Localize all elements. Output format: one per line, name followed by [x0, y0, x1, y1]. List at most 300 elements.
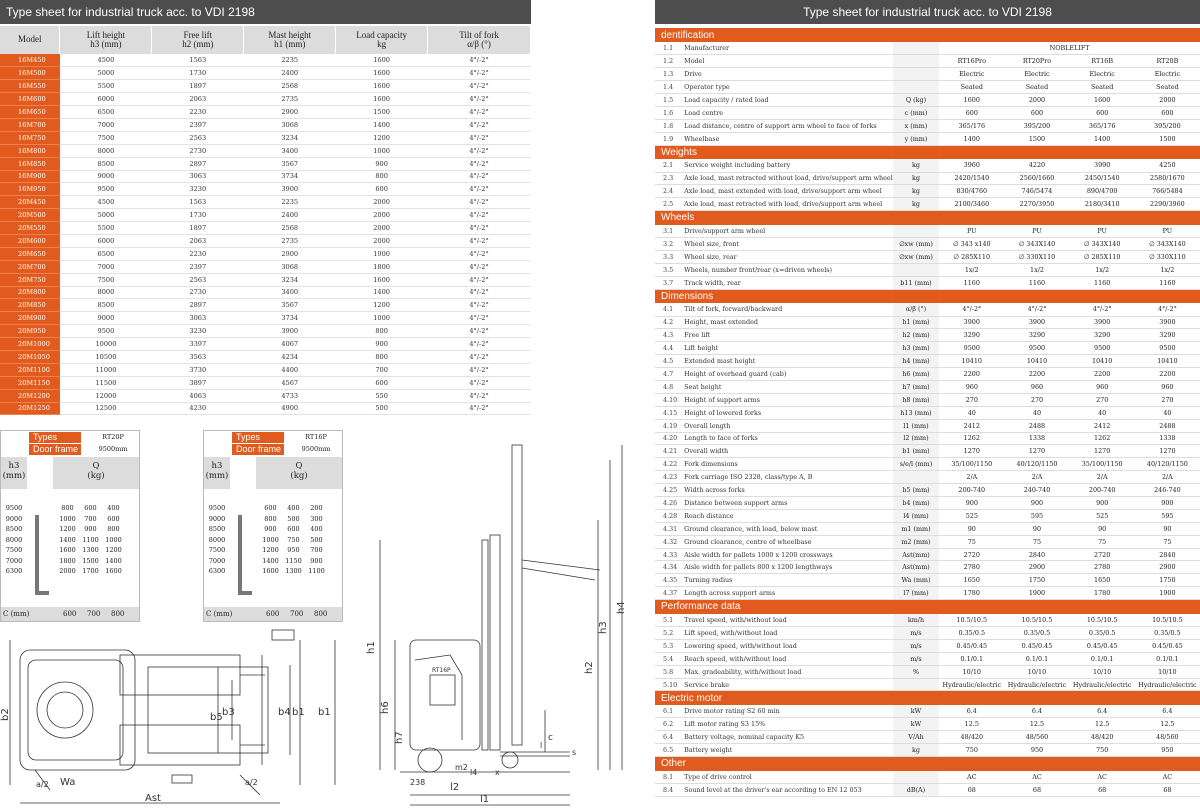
spec-number: 3.2 [655, 238, 684, 251]
spec-value: 2900 [1004, 561, 1069, 574]
spec-value: 90 [939, 522, 1004, 535]
table-cell: 4°/-2° [428, 54, 531, 67]
table-cell: 500 [336, 402, 428, 415]
table-cell: 3397 [152, 338, 244, 351]
spec-value: RT20Pro [1004, 55, 1069, 68]
q-value: 1600 [105, 567, 122, 575]
q-value: 200 [310, 504, 323, 512]
q-value: 1100 [308, 567, 325, 575]
model-cell: 20M800 [0, 286, 60, 299]
spec-row [655, 393, 1200, 406]
spec-value: 48/560 [1004, 731, 1069, 744]
spec-value: Hydraulic/electric [1135, 678, 1200, 691]
model-table-header [60, 26, 152, 54]
table-row [0, 157, 531, 170]
spec-row [655, 316, 1200, 329]
spec-row [655, 380, 1200, 393]
table-row [0, 376, 531, 389]
spec-number: 2.1 [655, 159, 684, 172]
table-row [0, 183, 531, 196]
spec-number: 6.2 [655, 718, 684, 731]
table-row [0, 338, 531, 351]
b11-label: b1 [318, 707, 331, 718]
q-row [56, 545, 125, 556]
table-cell: 8000 [60, 286, 152, 299]
model-cell: 16M750 [0, 131, 60, 144]
table-cell: 12500 [60, 402, 152, 415]
spec-description: Battery voltage, nominal capacity K5 [684, 731, 893, 744]
spec-unit [893, 42, 939, 55]
spec-value: 2200 [1004, 368, 1069, 381]
h3-header [204, 457, 230, 489]
section-header [655, 28, 1200, 42]
model-table-header [0, 26, 60, 54]
table-cell: 3567 [244, 157, 336, 170]
spec-value: 1400 [1070, 132, 1135, 145]
spec-row [655, 535, 1200, 548]
table-row [0, 222, 531, 235]
spec-value: 0.1/0.1 [1070, 652, 1135, 665]
spec-number: 2.4 [655, 185, 684, 198]
spec-description: Lift motor rating S3 15% [684, 718, 893, 731]
spec-value: 4°/-2° [1004, 303, 1069, 316]
table-cell: 4°/-2° [428, 402, 531, 415]
table-row [0, 286, 531, 299]
spec-number: 5.3 [655, 639, 684, 652]
spec-value: 1600 [939, 94, 1004, 107]
header-line-1: Lift height [86, 29, 126, 40]
spec-description: Service weight including battery [684, 159, 893, 172]
spec-value: 2200 [939, 368, 1004, 381]
spec-description: Axle load, mast extended with load, drive/support arm wheel [684, 185, 893, 198]
spec-value: 0.35/0.5 [1070, 627, 1135, 640]
model-cell: 20M1100 [0, 363, 60, 376]
table-cell: 4567 [244, 376, 336, 389]
h3-value: 8500 [208, 525, 226, 533]
spec-row [655, 276, 1200, 289]
spec-row [655, 132, 1200, 145]
q-value: 900 [264, 525, 277, 533]
spec-row [655, 705, 1200, 718]
spec-value: 270 [1135, 393, 1200, 406]
spec-value: 1650 [939, 574, 1004, 587]
spec-value: 1262 [939, 432, 1004, 445]
spec-description: Lift speed, with/without load [684, 627, 893, 640]
spec-value: 830/4760 [939, 185, 1004, 198]
q-value: 1700 [82, 567, 99, 575]
table-cell: 600 [336, 183, 428, 196]
spec-value: 6.4 [1135, 705, 1200, 718]
spec-unit: α/β (°) [893, 303, 939, 316]
spec-number: 8.4 [655, 783, 684, 796]
model-cell: 20M550 [0, 222, 60, 235]
spec-value: 4°/-2° [1070, 303, 1135, 316]
table-cell: 2235 [244, 196, 336, 209]
spec-value: 2580/1670 [1135, 172, 1200, 185]
spec-unit: h3 (mm) [893, 342, 939, 355]
spec-value: 1780 [1070, 587, 1135, 600]
q-value: 600 [264, 504, 277, 512]
spec-number: 4.31 [655, 522, 684, 535]
c-value: 700 [87, 610, 101, 618]
spec-unit: kg [893, 185, 939, 198]
spec-value: 270 [1070, 393, 1135, 406]
header-line-1: Load capacity [356, 29, 407, 40]
spec-value: 90 [1070, 522, 1135, 535]
spec-row [655, 678, 1200, 691]
spec-value: 2100/3460 [939, 198, 1004, 211]
spec-value: 10.5/10.5 [1004, 614, 1069, 627]
table-cell: 800 [336, 325, 428, 338]
spec-value: 890/4700 [1070, 185, 1135, 198]
spec-value: 900 [1070, 497, 1135, 510]
table-cell: 5500 [60, 222, 152, 235]
spec-value: 1750 [1004, 574, 1069, 587]
table-cell: 4°/-2° [428, 118, 531, 131]
table-cell: 4°/-2° [428, 131, 531, 144]
spec-unit [893, 225, 939, 238]
spec-description: Aisle width for pallets 800 x 1200 lengthways [684, 561, 893, 574]
spec-row [655, 238, 1200, 251]
table-cell: 3068 [244, 260, 336, 273]
spec-value: 750 [939, 744, 1004, 757]
section-header [655, 211, 1200, 225]
h3-column [1, 503, 27, 577]
q-row [259, 503, 328, 514]
spec-description: Axle load, mast retracted with load, drive/support arm wheel [684, 198, 893, 211]
table-cell: 900 [336, 338, 428, 351]
spec-value: 40 [1135, 406, 1200, 419]
spec-value: 2270/3950 [1004, 198, 1069, 211]
spec-row [655, 509, 1200, 522]
spec-value: 6.4 [1004, 705, 1069, 718]
q-unit: (kg) [290, 471, 308, 481]
q-value: 800 [107, 525, 120, 533]
spec-value: 395/200 [1135, 119, 1200, 132]
truck-top-view-drawing [0, 625, 345, 810]
spec-value: 1x/2 [1135, 263, 1200, 276]
q-row [259, 545, 328, 556]
spec-value: 2000 [1135, 94, 1200, 107]
spec-value: 600 [1135, 106, 1200, 119]
ast-label: Ast [145, 793, 161, 804]
spec-value: RT16Pro [939, 55, 1004, 68]
spec-value: 1900 [1135, 587, 1200, 600]
h3-value: 9000 [208, 514, 226, 523]
spec-number: 4.28 [655, 509, 684, 522]
spec-value: ∅ 343X140 [1004, 238, 1069, 251]
q-value: 800 [264, 514, 277, 523]
spec-value: ∅ 343X140 [1135, 238, 1200, 251]
spec-value: 2780 [1070, 561, 1135, 574]
q-value: 1000 [59, 514, 76, 523]
spec-unit: Q (kg) [893, 94, 939, 107]
spec-table [655, 28, 1200, 797]
spec-value: 10.5/10.5 [1070, 614, 1135, 627]
left-page-title: Type sheet for industrial truck acc. to VDI 2198 [0, 0, 531, 24]
spec-value: ∅ 330X110 [1135, 250, 1200, 263]
h2-label: h2 [584, 661, 595, 674]
spec-value: 1750 [1135, 574, 1200, 587]
q-value: 1400 [105, 556, 122, 565]
table-cell: 5500 [60, 80, 152, 93]
spec-value: PU [1135, 225, 1200, 238]
q-value: 1400 [262, 556, 279, 565]
spec-value: AC [939, 771, 1004, 784]
spec-row [655, 172, 1200, 185]
h3-header [1, 457, 27, 489]
spec-unit: V/Ah [893, 731, 939, 744]
table-cell: 1800 [336, 260, 428, 273]
spec-row [655, 55, 1200, 68]
q-value: 800 [61, 504, 74, 512]
capacity-chart-rt20p [0, 430, 140, 622]
h3-value: 9000 [5, 514, 23, 523]
q-row [56, 556, 125, 567]
h3-label: h3 [598, 621, 609, 634]
q-header [256, 457, 342, 489]
spec-value: 3990 [1070, 159, 1135, 172]
spec-number: 5.1 [655, 614, 684, 627]
spec-row [655, 548, 1200, 561]
table-cell: 3400 [244, 144, 336, 157]
q-row [56, 535, 125, 546]
spec-number: 4.7 [655, 368, 684, 381]
spec-unit: l2 (mm) [893, 432, 939, 445]
table-row [0, 273, 531, 286]
table-cell: 4°/-2° [428, 196, 531, 209]
table-cell: 2897 [152, 157, 244, 170]
spec-value: 1160 [1004, 276, 1069, 289]
spec-value: 395/200 [1004, 119, 1069, 132]
spec-value: Seated [939, 81, 1004, 94]
spec-value: 6.4 [939, 705, 1004, 718]
q-value: 700 [310, 546, 323, 554]
c-value: 800 [111, 610, 125, 618]
spec-unit: ∅xw (mm) [893, 250, 939, 263]
spec-value: 4220 [1004, 159, 1069, 172]
spec-unit: Ast(mm) [893, 561, 939, 574]
model-cell: 20M1250 [0, 402, 60, 415]
table-cell: 2730 [152, 286, 244, 299]
spec-value: 68 [1135, 783, 1200, 796]
spec-value: 0.45/0.45 [939, 639, 1004, 652]
spec-value: 0.1/0.1 [1135, 652, 1200, 665]
table-row [0, 350, 531, 363]
c-value: 700 [290, 610, 304, 618]
spec-value: 40/120/1150 [1135, 458, 1200, 471]
spec-value: 10410 [1070, 355, 1135, 368]
table-row [0, 54, 531, 67]
q-value: 1800 [59, 556, 76, 565]
spec-row [655, 250, 1200, 263]
table-cell: 4°/-2° [428, 363, 531, 376]
spec-value: ∅ 285X110 [1070, 250, 1135, 263]
table-cell: 600 [336, 376, 428, 389]
spec-value: 3900 [939, 316, 1004, 329]
spec-value: 0.45/0.45 [1004, 639, 1069, 652]
spec-value: 2780 [939, 561, 1004, 574]
spec-value: 1x/2 [1070, 263, 1135, 276]
spec-number: 4.21 [655, 445, 684, 458]
model-cell: 16M850 [0, 157, 60, 170]
table-cell: 1000 [336, 312, 428, 325]
section-header [655, 289, 1200, 303]
spec-value: 12.5 [1070, 718, 1135, 731]
model-cell: 16M700 [0, 118, 60, 131]
table-row [0, 402, 531, 415]
table-cell: 3234 [244, 131, 336, 144]
table-cell: 4733 [244, 389, 336, 402]
spec-unit: l1 (mm) [893, 419, 939, 432]
spec-description: Load distance, centre of support arm wheel to face of forks [684, 119, 893, 132]
spec-row [655, 574, 1200, 587]
table-cell: 2000 [336, 222, 428, 235]
model-cell: 16M600 [0, 93, 60, 106]
table-cell: 4°/-2° [428, 183, 531, 196]
door-frame-value: 9500mm [98, 445, 128, 453]
q-value: 950 [287, 546, 300, 554]
spec-value: 12.5 [1135, 718, 1200, 731]
spec-unit: % [893, 665, 939, 678]
spec-value: 270 [1004, 393, 1069, 406]
spec-value: 0.45/0.45 [1135, 639, 1200, 652]
spec-row [655, 263, 1200, 276]
q-row [259, 514, 328, 525]
spec-value: 1270 [1070, 445, 1135, 458]
b3-label: b3 [222, 707, 235, 718]
h3-value: 8000 [5, 535, 23, 544]
spec-unit: b5 (mm) [893, 484, 939, 497]
spec-value: 600 [939, 106, 1004, 119]
table-cell: 4°/-2° [428, 286, 531, 299]
table-cell: 4°/-2° [428, 325, 531, 338]
spec-value: 2412 [939, 419, 1004, 432]
spec-value: 9500 [1004, 342, 1069, 355]
table-cell: 3567 [244, 299, 336, 312]
spec-number: 3.5 [655, 263, 684, 276]
spec-number: 4.19 [655, 419, 684, 432]
table-row [0, 170, 531, 183]
model-table [0, 26, 531, 415]
h3-value: 6300 [208, 567, 226, 575]
table-cell: 3734 [244, 312, 336, 325]
spec-value: Electric [939, 68, 1004, 81]
spec-value: 1600 [1070, 94, 1135, 107]
q-row [56, 566, 125, 577]
table-cell: 4°/-2° [428, 312, 531, 325]
spec-number: 4.5 [655, 355, 684, 368]
section-title: Dimensions [655, 289, 1200, 303]
table-cell: 3900 [244, 183, 336, 196]
spec-value: 1270 [1004, 445, 1069, 458]
spec-unit [893, 263, 939, 276]
spec-value: 2560/1660 [1004, 172, 1069, 185]
model-cell: 20M1000 [0, 338, 60, 351]
table-cell: 2000 [336, 234, 428, 247]
table-cell: 1897 [152, 222, 244, 235]
spec-description: Wheelbase [684, 132, 893, 145]
238-label: 238 [410, 778, 426, 787]
spec-description: Reach speed, with/without load [684, 652, 893, 665]
table-cell: 4067 [244, 338, 336, 351]
spec-description: Turning radius [684, 574, 893, 587]
spec-number: 1.4 [655, 81, 684, 94]
spec-number: 4.8 [655, 380, 684, 393]
spec-value: 2488 [1135, 419, 1200, 432]
spec-number: 4.20 [655, 432, 684, 445]
table-cell: 2230 [152, 247, 244, 260]
model-cell: 20M950 [0, 325, 60, 338]
spec-value: 2000 [1004, 94, 1069, 107]
spec-value: 90 [1004, 522, 1069, 535]
model-cell: 20M1150 [0, 376, 60, 389]
spec-number: 4.23 [655, 471, 684, 484]
spec-number: 1.6 [655, 106, 684, 119]
q-value: 1500 [82, 556, 99, 565]
model-table-header [152, 26, 244, 54]
table-row [0, 144, 531, 157]
table-cell: 2400 [244, 209, 336, 222]
spec-value: 40 [1004, 406, 1069, 419]
section-title: Performance data [655, 600, 1200, 614]
header-line-1: Tilt of fork [459, 29, 499, 40]
table-cell: 4°/-2° [428, 389, 531, 402]
table-cell: 4°/-2° [428, 234, 531, 247]
spec-description: Distance between support arms [684, 497, 893, 510]
spec-unit: h7 (mm) [893, 380, 939, 393]
h3-value: 7000 [208, 556, 226, 565]
spec-description: Battery weight [684, 744, 893, 757]
wa-label: Wa [60, 777, 76, 788]
spec-description: Fork dimensions [684, 458, 893, 471]
spec-number: 5.8 [655, 665, 684, 678]
header-line-1: Mast height [268, 29, 312, 40]
table-cell: 4°/-2° [428, 80, 531, 93]
spec-description: Height of overhead guard (cab) [684, 368, 893, 381]
q-row [56, 514, 125, 525]
section-header [655, 600, 1200, 614]
spec-number: 4.4 [655, 342, 684, 355]
model-cell: 20M500 [0, 209, 60, 222]
spec-row [655, 355, 1200, 368]
model-table-header [336, 26, 428, 54]
spec-value: 10.5/10.5 [1135, 614, 1200, 627]
table-cell: 4°/-2° [428, 260, 531, 273]
table-row [0, 325, 531, 338]
q-value: 900 [310, 556, 323, 565]
section-title: dentification [655, 28, 1200, 42]
table-cell: 6500 [60, 106, 152, 119]
spec-value: 35/100/1150 [939, 458, 1004, 471]
table-cell: 1897 [152, 80, 244, 93]
c-label: C (mm) [206, 610, 233, 618]
spec-description: Load centre [684, 106, 893, 119]
spec-number: 2.5 [655, 198, 684, 211]
spec-value: 75 [1070, 535, 1135, 548]
spec-value: 1780 [939, 587, 1004, 600]
table-cell: 3900 [244, 325, 336, 338]
spec-description: Seat height [684, 380, 893, 393]
spec-row [655, 783, 1200, 796]
spec-number: 4.1 [655, 303, 684, 316]
spec-value: 68 [1004, 783, 1069, 796]
b1-label: b1 [292, 707, 305, 718]
spec-value: 2/A [1135, 471, 1200, 484]
model-cell: 16M450 [0, 54, 60, 67]
spec-unit [893, 55, 939, 68]
table-cell: 10000 [60, 338, 152, 351]
